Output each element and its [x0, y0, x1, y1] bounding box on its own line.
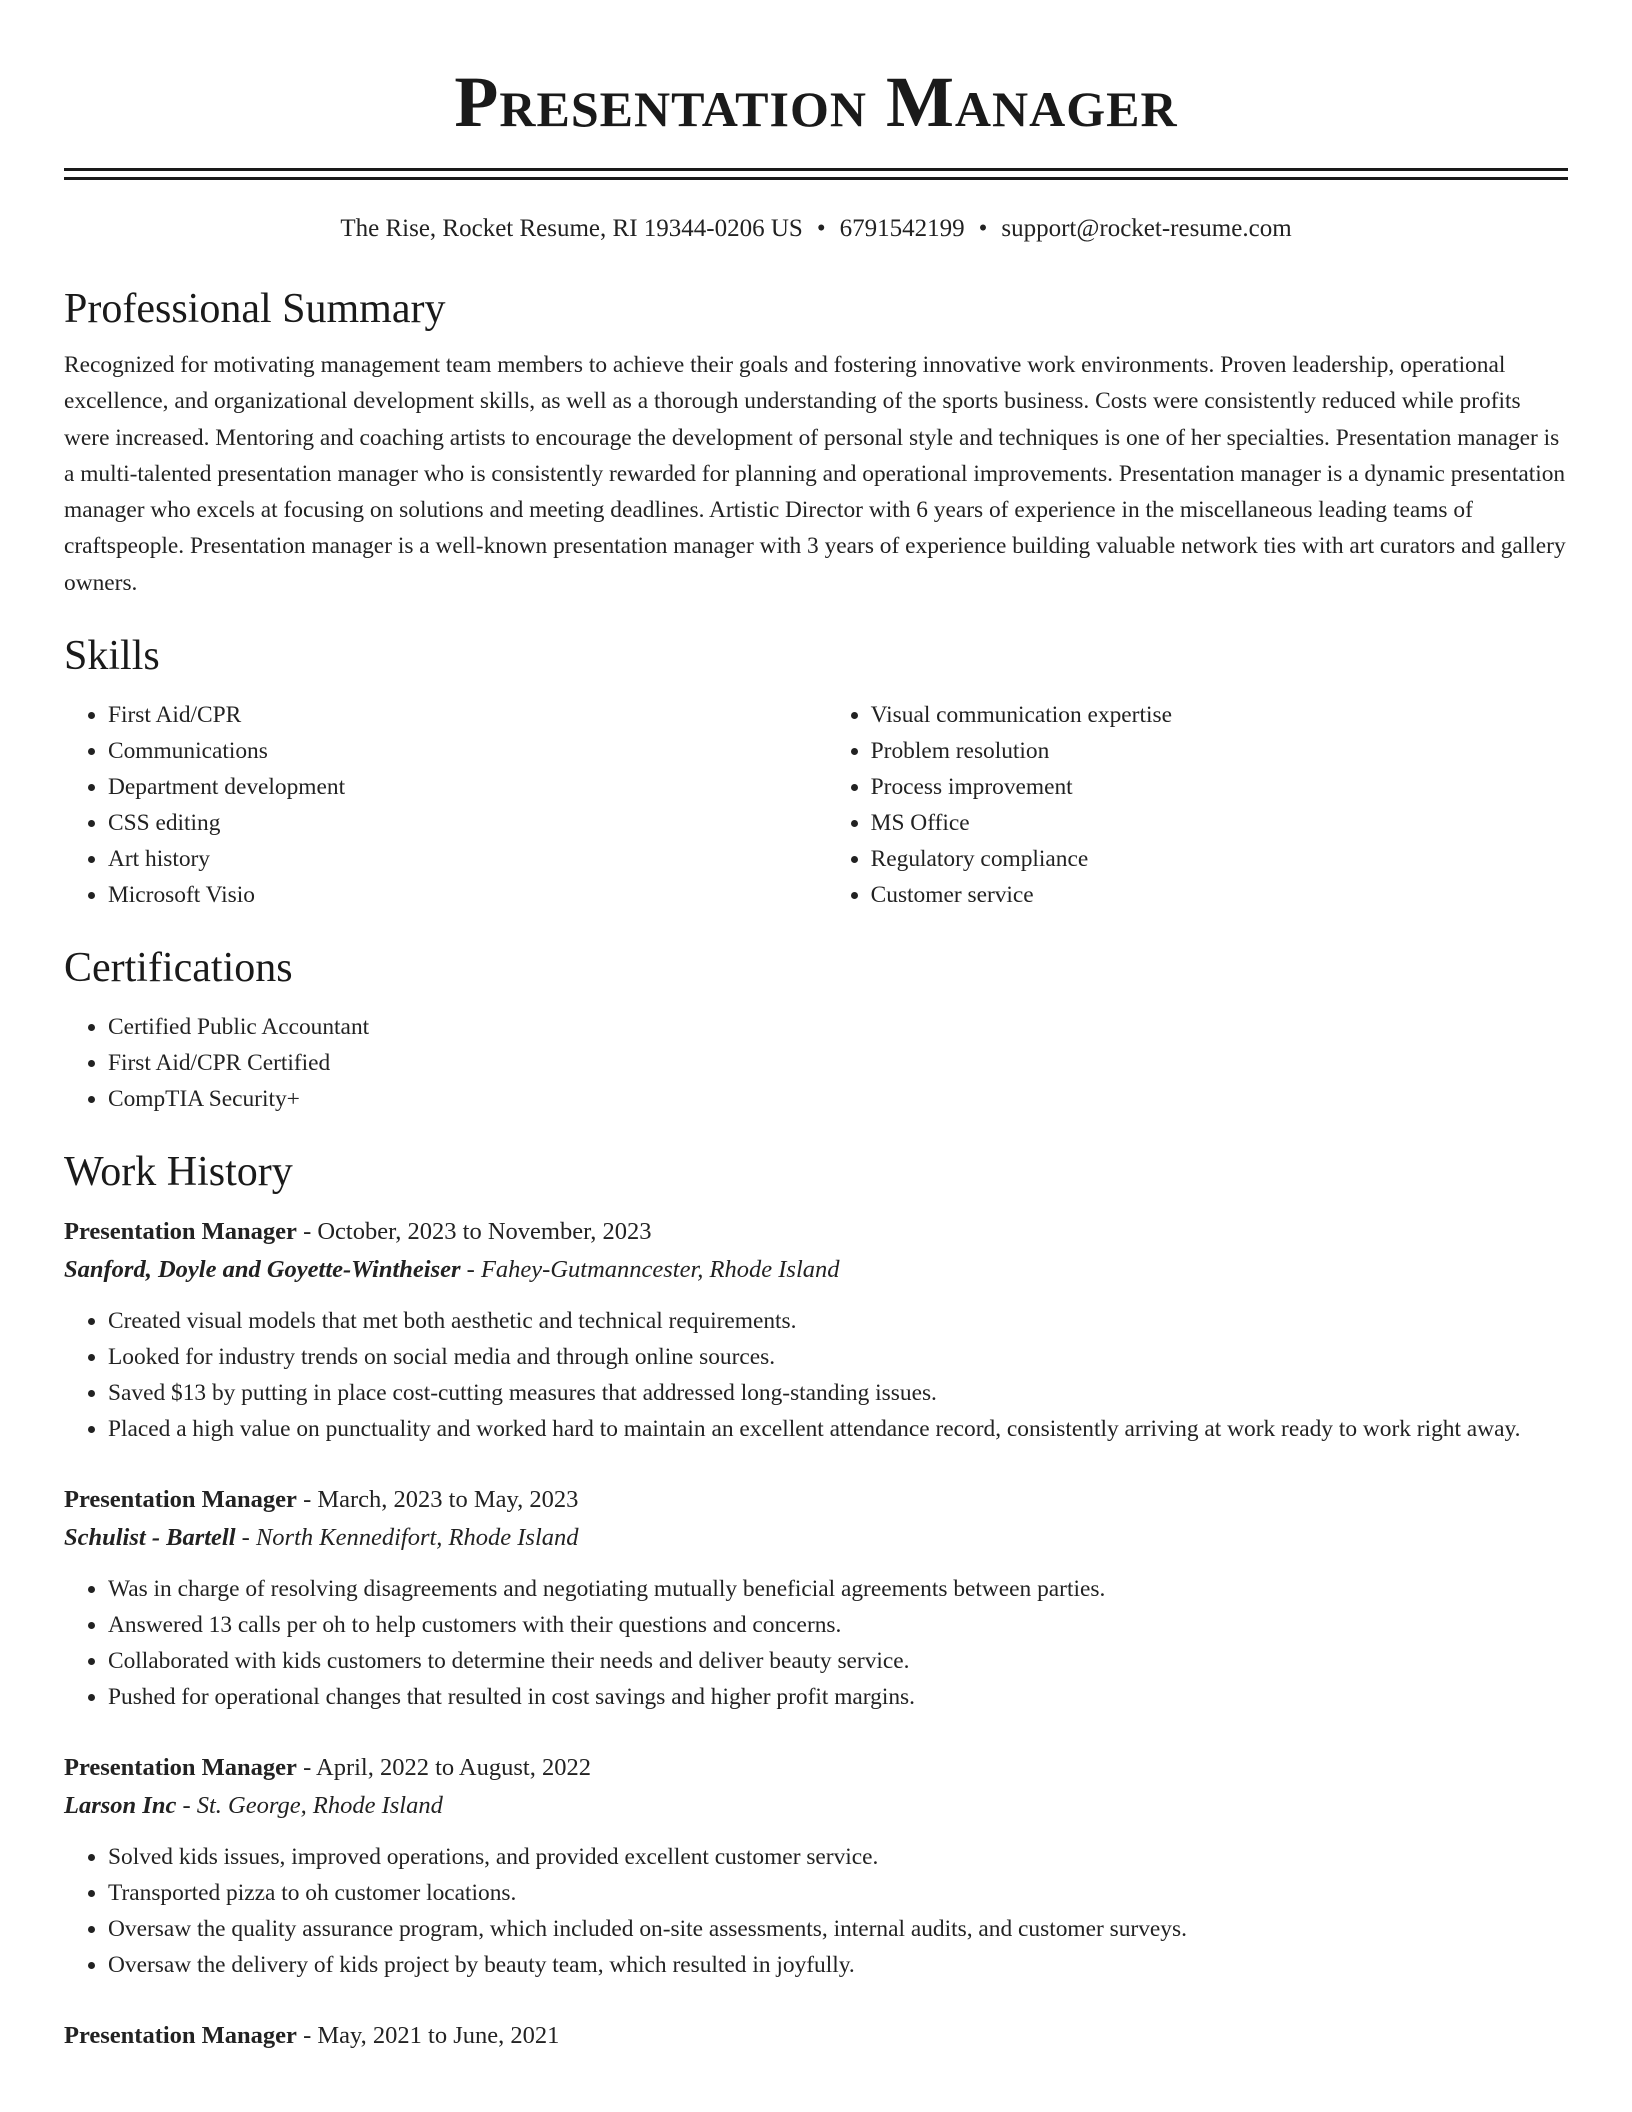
certification-item: • Certified Public Accountant: [108, 1009, 1568, 1045]
contact-separator: •: [816, 215, 826, 242]
job-bullet: • Was in charge of resolving disagreements and negotiating mutually beneficial agreements between parties.: [108, 1571, 1568, 1607]
job-bullets: [64, 1571, 1568, 1715]
job-bullets: [64, 1839, 1568, 1983]
certification-item: • First Aid/CPR Certified: [108, 1045, 1568, 1081]
work-history-heading: Work History: [64, 1149, 293, 1196]
header-divider-bottom: [64, 177, 1568, 180]
job-dates: - May, 2021 to June, 2021: [296, 2022, 560, 2050]
job-location: - St. George, Rhode Island: [176, 1792, 443, 1820]
job-entry: [64, 1749, 1568, 1983]
job-bullet: • Transported pizza to oh customer locations.: [108, 1875, 1568, 1911]
contact-separator: •: [978, 215, 988, 242]
job-title: Presentation Manager: [64, 2022, 297, 2050]
skill-item: • Regulatory compliance: [871, 841, 1568, 877]
job-dates: - March, 2023 to May, 2023: [296, 1486, 579, 1514]
skill-item: • Art history: [108, 841, 827, 877]
summary-heading: Professional Summary: [64, 286, 446, 332]
job-header: [64, 2017, 1568, 2055]
resume-name: Presentation Manager: [454, 62, 1178, 142]
job-bullet: • Oversaw the delivery of kids project by beauty team, which resulted in joyfully.: [108, 1947, 1568, 1983]
skill-item: • Customer service: [871, 877, 1568, 913]
contact-email: support@rocket-resume.com: [1001, 215, 1292, 242]
skills-list-right: [827, 697, 1568, 913]
job-entry: [64, 1481, 1568, 1715]
skill-item: • Visual communication expertise: [871, 697, 1568, 733]
certification-item: • CompTIA Security+: [108, 1081, 1568, 1117]
contact-phone: 6791542199: [839, 215, 965, 242]
contact-line: [64, 214, 1568, 244]
job-bullet: • Answered 13 calls per oh to help customers with their questions and concerns.: [108, 1607, 1568, 1643]
job-company-line: [64, 1251, 1568, 1289]
skills-list-left: [64, 697, 827, 913]
job-location: - North Kennedifort, Rhode Island: [235, 1524, 579, 1552]
job-bullet: • Placed a high value on punctuality and worked hard to maintain an excellent attendance record, consistently arriving at work ready to work right away.: [108, 1411, 1568, 1447]
skill-item: • Process improvement: [871, 769, 1568, 805]
skill-item: • Communications: [108, 733, 827, 769]
job-title: Presentation Manager: [64, 1486, 297, 1514]
contact-address: The Rise, Rocket Resume, RI 19344-0206 US: [340, 215, 803, 242]
header-divider-top: [64, 168, 1568, 171]
skill-item: • Microsoft Visio: [108, 877, 827, 913]
job-company: Sanford, Doyle and Goyette-Wintheiser: [64, 1256, 461, 1284]
job-dates: - April, 2022 to August, 2022: [296, 1754, 591, 1782]
job-header: [64, 1213, 1568, 1251]
job-dates: - October, 2023 to November, 2023: [296, 1218, 652, 1246]
job-bullet: • Looked for industry trends on social media and through online sources.: [108, 1339, 1568, 1375]
job-title: Presentation Manager: [64, 1218, 297, 1246]
resume-page: [64, 0, 1568, 2055]
job-location: - Fahey-Gutmanncester, Rhode Island: [460, 1256, 840, 1284]
job-bullet: • Created visual models that met both aesthetic and technical requirements.: [108, 1303, 1568, 1339]
job-header: [64, 1481, 1568, 1519]
skill-item: • Problem resolution: [871, 733, 1568, 769]
skill-item: • CSS editing: [108, 805, 827, 841]
job-title: Presentation Manager: [64, 1754, 297, 1782]
skills-heading: Skills: [64, 633, 160, 680]
job-company: Larson Inc: [64, 1792, 177, 1820]
job-bullet: • Solved kids issues, improved operations, and provided excellent customer service.: [108, 1839, 1568, 1875]
job-bullet: • Saved $13 by putting in place cost-cutting measures that addressed long-standing issues.: [108, 1375, 1568, 1411]
job-bullets: [64, 1303, 1568, 1447]
certifications-heading: Certifications: [64, 945, 293, 992]
job-company-line: [64, 1519, 1568, 1557]
skill-item: • First Aid/CPR: [108, 697, 827, 733]
job-bullet: • Oversaw the quality assurance program, which included on-site assessments, internal audits, and customer surveys.: [108, 1911, 1568, 1947]
job-entry: [64, 2017, 1568, 2055]
job-entry: [64, 1213, 1568, 1447]
job-company: Schulist - Bartell: [64, 1524, 236, 1552]
certifications-list: [64, 1009, 1568, 1117]
job-bullet: • Collaborated with kids customers to determine their needs and deliver beauty service.: [108, 1643, 1568, 1679]
summary-text: Recognized for motivating management team members to achieve their goals and fostering innovative work environments. Proven leadership, operational excellence, and organizational development skills, as well as a thorough understanding of the sports business. Costs were consistently reduced while profits were increased. Mentoring and coaching artists to encourage the development of personal style and techniques is one of her specialties. Presentation manager is a multi-talented presentation manager who is consistently rewarded for planning and operational improvements. Presentation manager is a dynamic presentation manager who excels at focusing on solutions and meeting deadlines. Artistic Director with 6 years of experience in the miscellaneous leading teams of craftspeople. Presentation manager is a well-known presentation manager with 3 years of experience building valuable network ties with art curators and gallery owners.: [64, 352, 1566, 596]
skill-item: • Department development: [108, 769, 827, 805]
job-bullet: • Pushed for operational changes that resulted in cost savings and higher profit margins.: [108, 1679, 1568, 1715]
job-company-line: [64, 1787, 1568, 1825]
job-header: [64, 1749, 1568, 1787]
skill-item: • MS Office: [871, 805, 1568, 841]
skills-columns: [64, 697, 1568, 913]
